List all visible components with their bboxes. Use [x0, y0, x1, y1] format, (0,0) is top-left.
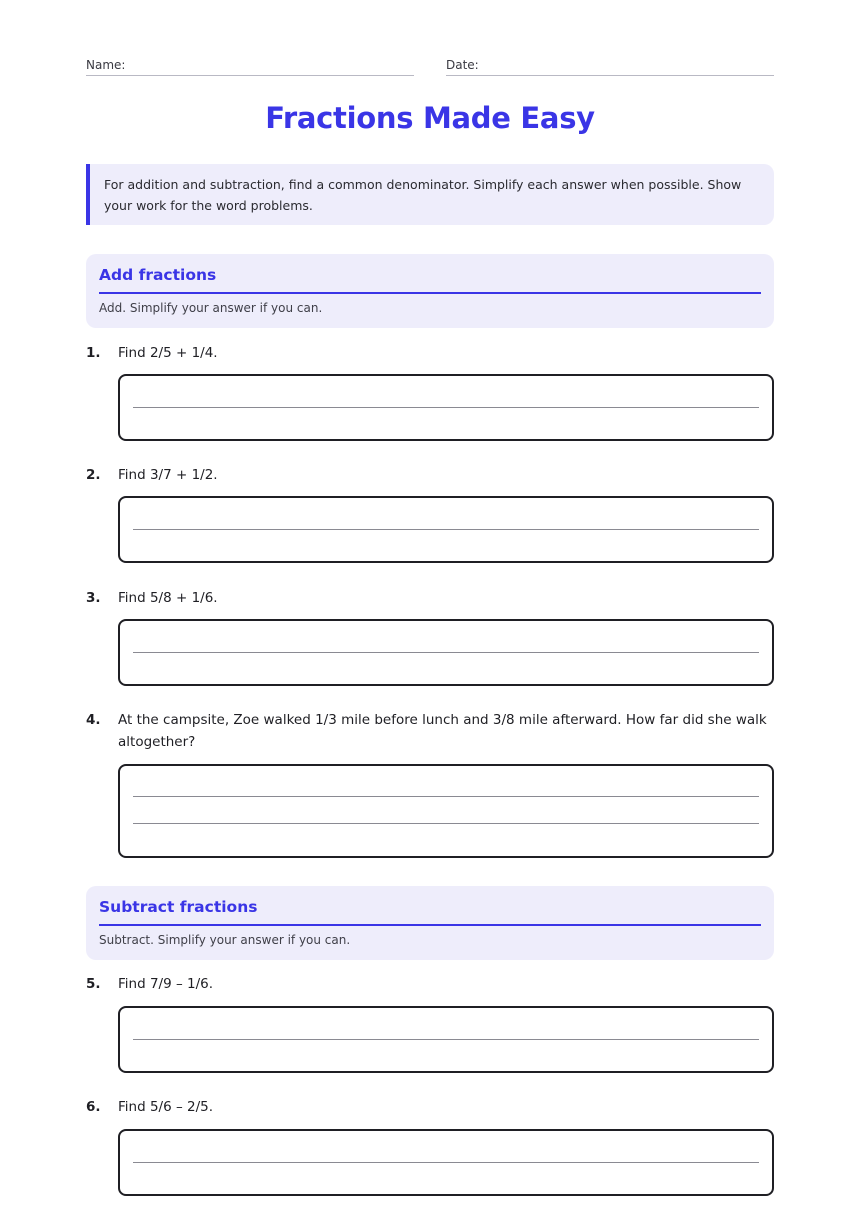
answer-box-4[interactable] [118, 764, 774, 858]
question-number: 1. [86, 345, 101, 361]
date-label: Date: [446, 58, 479, 72]
section-subtitle: Add. Simplify your answer if you can. [99, 301, 323, 315]
question-text: Find 3/7 + 1/2. [118, 467, 218, 483]
instructions-box: For addition and subtraction, find a common denominator. Simplify each answer when possible. Show your work for the word problems. [86, 164, 774, 225]
name-label: Name: [86, 58, 126, 72]
page-title: Fractions Made Easy [265, 101, 595, 135]
question-number: 5. [86, 976, 101, 992]
answer-box-2[interactable] [118, 496, 774, 563]
section-title: Subtract fractions [99, 886, 761, 926]
answer-line [133, 796, 759, 797]
answer-line [133, 652, 759, 653]
question-text: Find 2/5 + 1/4. [118, 345, 218, 361]
question-number: 6. [86, 1099, 101, 1115]
answer-box-5[interactable] [118, 1006, 774, 1073]
answer-line [133, 1162, 759, 1163]
answer-line [133, 823, 759, 824]
answer-box-1[interactable] [118, 374, 774, 441]
question-text: Find 7/9 – 1/6. [118, 976, 214, 992]
question-number: 2. [86, 467, 101, 483]
answer-box-3[interactable] [118, 619, 774, 686]
question-text: At the campsite, Zoe walked 1/3 mile before lunch and 3/8 mile afterward. How far did she walk altogether? [118, 712, 767, 750]
answer-box-6[interactable] [118, 1129, 774, 1196]
section-title: Add fractions [99, 254, 761, 294]
question-number: 3. [86, 590, 101, 606]
question-number: 4. [86, 712, 101, 728]
date-field[interactable] [446, 54, 774, 76]
question-text: Find 5/8 + 1/6. [118, 590, 218, 606]
header-fields [86, 54, 774, 76]
answer-line [133, 1039, 759, 1040]
name-field[interactable] [86, 54, 414, 76]
question-text: Find 5/6 – 2/5. [118, 1099, 214, 1115]
section-add-fractions [86, 254, 774, 328]
section-subtitle: Subtract. Simplify your answer if you can. [99, 933, 351, 947]
answer-line [133, 529, 759, 530]
answer-line [133, 407, 759, 408]
section-subtract-fractions [86, 886, 774, 960]
